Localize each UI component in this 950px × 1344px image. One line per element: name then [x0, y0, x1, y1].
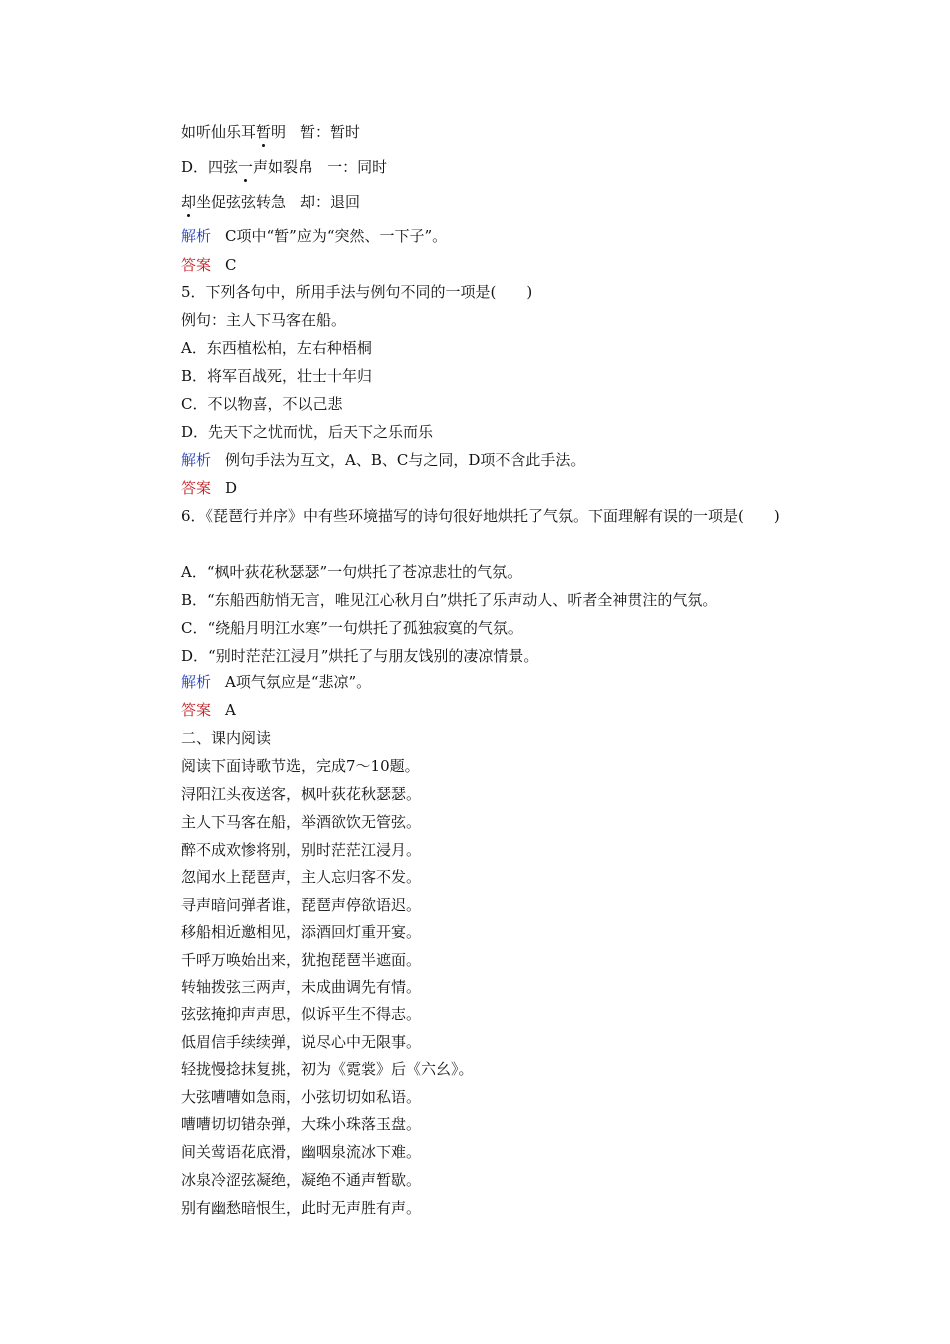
- analysis-label: 解析: [181, 451, 212, 469]
- analysis-text: 例句手法为互文，A、B、C与之同，D项不含此手法。: [225, 451, 586, 469]
- poem-line: 浔阳江头夜送客，枫叶荻花秋瑟瑟。: [181, 785, 422, 803]
- option-text: 如听仙乐耳: [181, 123, 257, 141]
- analysis-label: 解析: [181, 673, 212, 691]
- q4-option-d-line1: [181, 157, 387, 177]
- poem-line: 轻拢慢捻抹复挑，初为《霓裳》后《六幺》。: [181, 1060, 474, 1078]
- q6-answer: [181, 700, 236, 720]
- option-text: D．四弦: [181, 158, 239, 176]
- dotted-char: 暂: [256, 123, 272, 141]
- q5-example: 例句：主人下马客在船。: [181, 311, 347, 329]
- q6-stem-text: 6．《琵琶行并序》中有些环境描写的诗句很好地烘托了气氛。下面理解有误的一项是( ): [181, 507, 780, 525]
- poem-line: 醉不成欢惨将别，别时茫茫江浸月。: [181, 841, 422, 859]
- option-text: 明: [271, 123, 287, 141]
- analysis-label: 解析: [181, 227, 212, 245]
- poem-line: 大弦嘈嘈如急雨，小弦切切如私语。: [181, 1088, 422, 1106]
- q6-stem: [140, 502, 820, 530]
- q5-analysis: [181, 450, 585, 470]
- poem-line: 转轴拨弦三两声，未成曲调先有情。: [181, 978, 422, 996]
- analysis-text: C项中“暂”应为“突然、一下子”。: [225, 227, 448, 245]
- q4-option-d-line2: [181, 192, 360, 212]
- q5-answer: [181, 478, 237, 498]
- answer-label: 答案: [181, 701, 212, 719]
- poem-line: 间关莺语花底滑，幽咽泉流冰下难。: [181, 1143, 422, 1161]
- reading-intro: 阅读下面诗歌节选，完成7～10题。: [181, 757, 420, 775]
- poem-line: 弦弦掩抑声声思，似诉平生不得志。: [181, 1005, 422, 1023]
- answer-text: C: [225, 256, 237, 274]
- option-text: 坐促弦弦转急: [196, 193, 287, 211]
- answer-text: D: [225, 479, 238, 497]
- q4-answer: [181, 255, 237, 275]
- q5-option-d: D．先天下之忧而忧，后天下之乐而乐: [181, 423, 434, 441]
- answer-text: A: [225, 701, 236, 719]
- poem-line: 冰泉冷涩弦凝绝，凝绝不通声暂歇。: [181, 1171, 422, 1189]
- q5-option-a: A．东西植松柏，左右种梧桐: [181, 339, 372, 357]
- option-gloss: 却：退回: [300, 193, 361, 211]
- poem-line: 忽闻水上琵琶声，主人忘归客不发。: [181, 868, 422, 886]
- option-text: 声如裂帛: [253, 158, 314, 176]
- q5-option-c: C．不以物喜，不以己悲: [181, 395, 343, 413]
- poem-line: 别有幽愁暗恨生，此时无声胜有声。: [181, 1199, 422, 1217]
- q6-analysis: [181, 672, 371, 692]
- poem-line: 寻声暗问弹者谁，琵琶声停欲语迟。: [181, 896, 422, 914]
- poem-line: 主人下马客在船，举酒欲饮无管弦。: [181, 813, 422, 831]
- q6-option-b: B．“东船西舫悄无言，唯见江心秋月白”烘托了乐声动人、听者全神贯注的气氛。: [181, 591, 718, 609]
- poem-line: 移船相近邀相见，添酒回灯重开宴。: [181, 923, 422, 941]
- analysis-text: A项气氛应是“悲凉”。: [225, 673, 372, 691]
- option-gloss: 一：同时: [327, 158, 388, 176]
- q6-option-c: C．“绕船月明江水寒”一句烘托了孤独寂寞的气氛。: [181, 619, 523, 637]
- q6-option-d: D．“别时茫茫江浸月”烘托了与朋友饯别的凄凉情景。: [181, 647, 539, 665]
- poem-line: 千呼万唤始出来，犹抱琵琶半遮面。: [181, 951, 422, 969]
- answer-label: 答案: [181, 256, 212, 274]
- q5-stem: 5．下列各句中，所用手法与例句不同的一项是( ): [181, 283, 533, 301]
- poem-line: 嘈嘈切切错杂弹，大珠小珠落玉盘。: [181, 1115, 422, 1133]
- dotted-char: 却: [181, 193, 197, 211]
- answer-label: 答案: [181, 479, 212, 497]
- dotted-char: 一: [238, 158, 254, 176]
- option-gloss: 暂：暂时: [300, 123, 361, 141]
- q4-option-c-line2: [181, 122, 360, 142]
- section-heading: 二、课内阅读: [181, 729, 272, 747]
- q4-analysis: [181, 226, 447, 246]
- q5-option-b: B．将军百战死，壮士十年归: [181, 367, 373, 385]
- poem-line: 低眉信手续续弹，说尽心中无限事。: [181, 1033, 422, 1051]
- q6-option-a: A．“枫叶荻花秋瑟瑟”一句烘托了苍凉悲壮的气氛。: [181, 563, 523, 581]
